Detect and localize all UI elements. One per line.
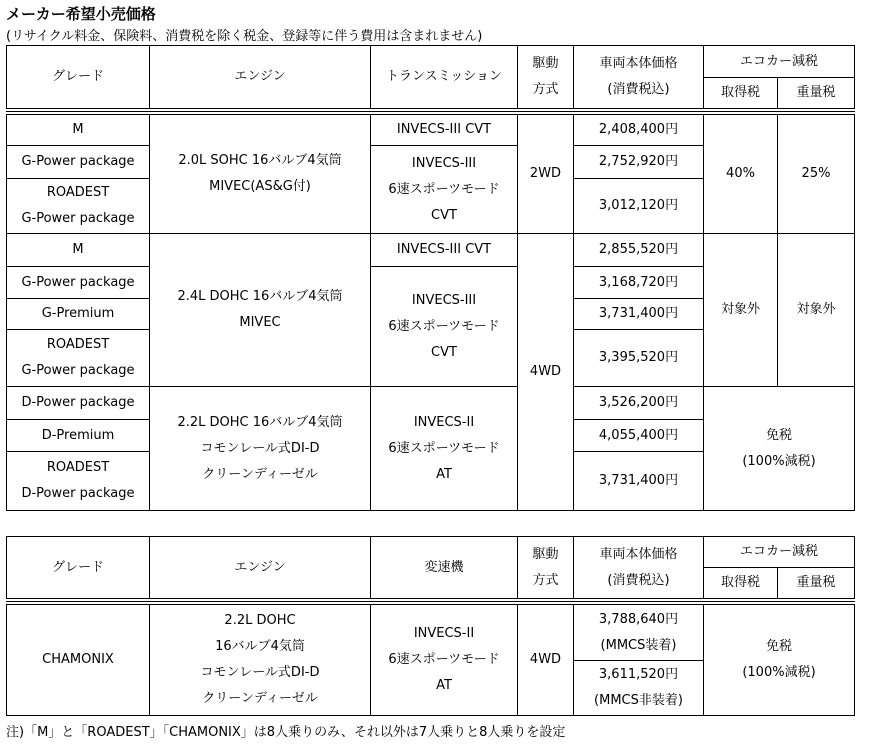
engine-cell: 2.4L DOHC 16バルブ4気筒 MIVEC (149, 233, 371, 387)
table-row-grade: G-Power package (6, 145, 150, 179)
price-cell: 4,055,400円 (573, 419, 704, 452)
price-cell: 3,611,520円 (MMCS非装着) (573, 660, 704, 716)
engine-cell: 2.2L DOHC 16バルブ4気筒 コモンレール式DI-D クリーンディーゼル (149, 604, 371, 716)
weight-tax-cell: 対象外 (777, 233, 855, 387)
header-double-rule (6, 601, 855, 602)
price-cell: 3,731,400円 (573, 298, 704, 330)
engine-cell: 2.0L SOHC 16バルブ4気筒 MIVEC(AS&G付) (149, 114, 371, 234)
drive-cell: 4WD (517, 604, 574, 716)
table1-header-engine: エンジン (149, 45, 371, 109)
weight-tax-cell: 25% (777, 114, 855, 234)
price-cell: 3,395,520円 (573, 329, 704, 387)
price-cell: 2,408,400円 (573, 114, 704, 146)
acq-tax-cell: 40% (703, 114, 778, 234)
transmission-cell: INVECS-III CVT (370, 114, 518, 146)
transmission-cell: INVECS-II 6速スポーツモード AT (370, 386, 518, 511)
transmission-cell: INVECS-III CVT (370, 233, 518, 267)
table2-header-grade: グレード (6, 536, 150, 599)
table-row-grade: ROADEST G-Power package (6, 329, 150, 387)
table2-header-acq: 取得税 (703, 567, 778, 599)
table1-header-grade: グレード (6, 45, 150, 109)
engine-cell: 2.2L DOHC 16バルブ4気筒 コモンレール式DI-D クリーンディーゼル (149, 386, 371, 511)
transmission-cell: INVECS-III 6速スポーツモード CVT (370, 266, 518, 387)
price-cell: 3,168,720円 (573, 266, 704, 299)
price-cell: 3,012,120円 (573, 178, 704, 234)
price-cell: 3,731,400円 (573, 451, 704, 511)
table-row-grade: CHAMONIX (6, 604, 150, 716)
table-row-grade: G-Premium (6, 298, 150, 330)
table1-header-price: 車両本体価格 (消費税込) (573, 45, 704, 109)
table-row-grade: ROADEST G-Power package (6, 178, 150, 234)
price-cell: 2,752,920円 (573, 145, 704, 179)
footnote: 注)「M」と「ROADEST」「CHAMONIX」は8人乗りのみ、それ以外は7人乗りと8人乗りを設定 (6, 725, 566, 740)
transmission-cell: INVECS-III 6速スポーツモード CVT (370, 145, 518, 234)
header-double-rule (6, 111, 855, 112)
table-row-grade: D-Premium (6, 419, 150, 452)
table-row-grade: M (6, 233, 150, 267)
drive-cell: 4WD (517, 233, 574, 511)
price-cell: 3,526,200円 (573, 386, 704, 420)
table1-header-drive: 駆動 方式 (517, 45, 574, 109)
drive-cell: 2WD (517, 114, 574, 234)
table-row-grade: D-Power package (6, 386, 150, 420)
table2-header-price: 車両本体価格 (消費税込) (573, 536, 704, 599)
table-row-grade: ROADEST D-Power package (6, 451, 150, 511)
acq-tax-cell: 対象外 (703, 233, 778, 387)
table2-header-drive: 駆動 方式 (517, 536, 574, 599)
table2-header-weight: 重量税 (777, 567, 855, 599)
table-row-grade: G-Power package (6, 266, 150, 299)
table1-header-weight: 重量税 (777, 77, 855, 109)
page-title: メーカー希望小売価格 (6, 5, 156, 23)
table2-header-transmission: 変速機 (370, 536, 518, 599)
table-row-grade: M (6, 114, 150, 146)
table1-header-eco: エコカー減税 (703, 45, 855, 78)
table1-header-acq: 取得税 (703, 77, 778, 109)
table2-header-eco: エコカー減税 (703, 536, 855, 568)
eco-tax-exempt-cell: 免税 (100%減税) (703, 386, 855, 511)
eco-tax-exempt-cell: 免税 (100%減税) (703, 604, 855, 716)
table1-header-transmission: トランスミッション (370, 45, 518, 109)
price-cell: 2,855,520円 (573, 233, 704, 267)
table2-header-engine: エンジン (149, 536, 371, 599)
price-cell: 3,788,640円 (MMCS装着) (573, 604, 704, 661)
page-subtitle: (リサイクル料金、保険料、消費税を除く税金、登録等に伴う費用は含まれません) (6, 29, 483, 44)
transmission-cell: INVECS-II 6速スポーツモード AT (370, 604, 518, 716)
